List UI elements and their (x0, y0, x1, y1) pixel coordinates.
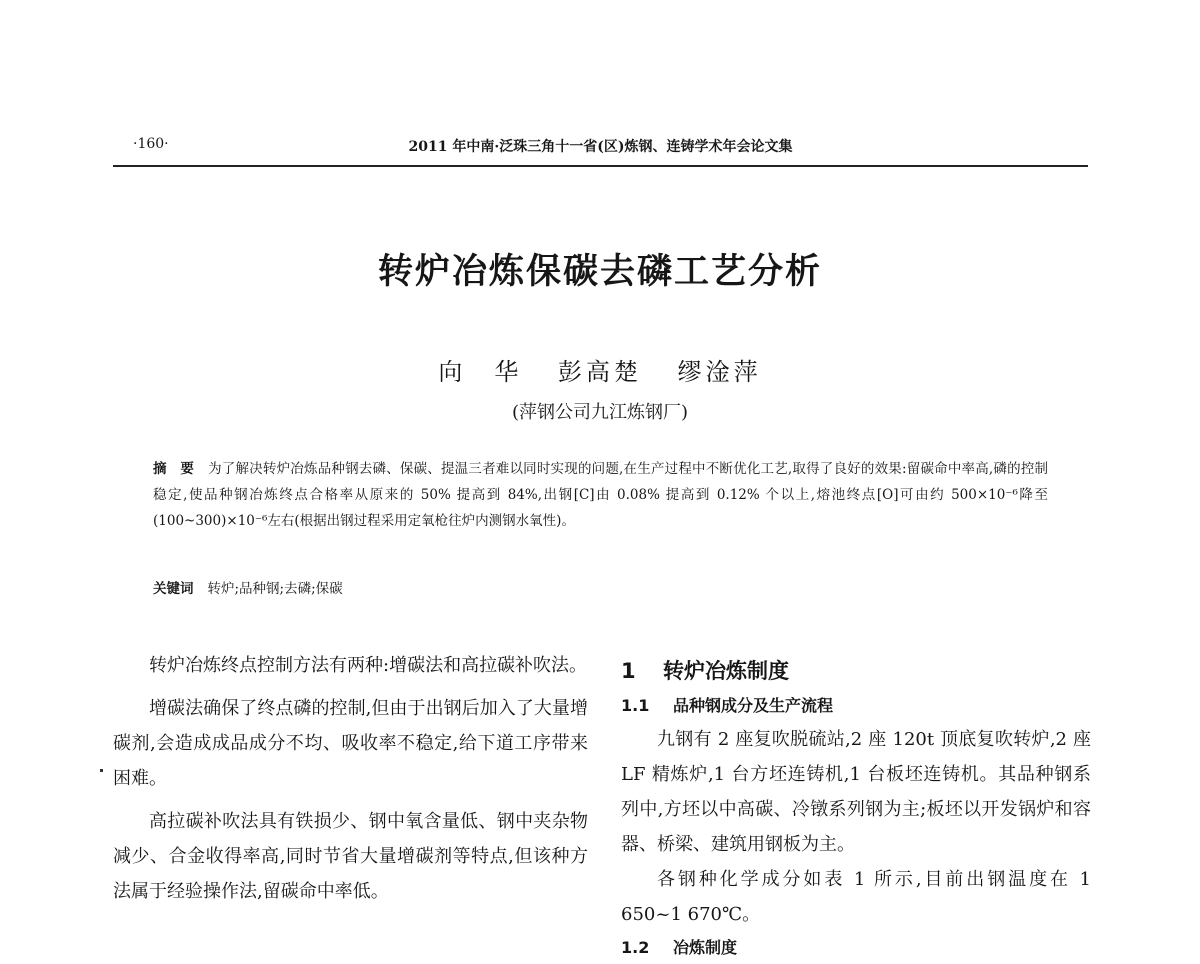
subsection-heading (621, 932, 1091, 964)
subsection-heading (621, 690, 1091, 722)
paper-title: 转炉冶炼保碳去磷工艺分析 (377, 252, 822, 292)
header-rule (113, 165, 1088, 167)
subsection-title: 冶炼制度 (673, 938, 738, 957)
keywords-text: 转炉;品种钢;去磷;保碳 (207, 581, 343, 597)
affiliation: (萍钢公司九江炼钢厂) (511, 402, 689, 423)
author-1: 向 华 (438, 358, 523, 386)
keywords-label: 关键词 (153, 581, 194, 597)
section-number: 1 (621, 659, 636, 683)
body-paragraph: 增碳法确保了终点磷的控制,但由于出钢后加入了大量增碳剂,会造成成品成分不均、吸收率不稳定,给下道工序带来困难。 (113, 698, 588, 789)
abstract-label: 摘 要 (153, 461, 195, 477)
abstract (153, 456, 1048, 534)
author-3: 缪淦萍 (677, 358, 762, 386)
author-list (0, 352, 1200, 387)
subsection-title: 品种钢成分及生产流程 (673, 696, 834, 715)
subsection-number: 1.1 (621, 696, 650, 715)
keywords (153, 578, 1048, 600)
right-column (621, 652, 1091, 964)
body-paragraph: 九钢有 2 座复吹脱硫站,2 座 120t 顶底复吹转炉,2 座 LF 精炼炉,1 台方坯连铸机,1 台板坯连铸机。其品种钢系列中,方坯以中高碳、冷镦系列钢为主;板坯以开发锅炉和容器、桥梁、建筑用钢板为主。 (621, 729, 1091, 855)
author-2: 彭高楚 (558, 358, 642, 386)
body-paragraph: 转炉冶炼终点控制方法有两种:增碳法和高拉碳补吹法。 (149, 655, 588, 676)
section-title: 转炉冶炼制度 (663, 659, 789, 683)
journal-title: 2011 年中南·泛珠三角十一省(区)炼钢、连铸学术年会论文集 (408, 139, 793, 155)
subsection-number: 1.2 (621, 938, 650, 957)
body-paragraph: 高拉碳补吹法具有铁损少、钢中氧含量低、钢中夹杂物减少、合金收得率高,同时节省大量增碳剂等特点,但该种方法属于经验操作法,留碳命中率低。 (113, 811, 588, 902)
page-number: ·160· (133, 136, 169, 152)
abstract-text: 为了解决转炉冶炼品种钢去磷、保碳、提温三者难以同时实现的问题,在生产过程中不断优化工艺,取得了良好的效果:留碳命中率高,磷的控制稳定,使品种钢冶炼终点合格率从原来的 50% 提高到 84%,出钢[C]由 0.08% 提高到 0.12% 个以上,熔池终点[O]可由约 500×10⁻⁶降至(100~300)×10⁻⁶左右(根据出钢过程采用定氧枪往炉内测钢水氧性)。 (153, 461, 1049, 529)
running-header (113, 136, 1088, 162)
left-column (113, 648, 588, 917)
margin-mark (100, 769, 103, 772)
section-heading (621, 652, 1091, 690)
body-paragraph: 各钢种化学成分如表 1 所示,目前出钢温度在 1 650~1 670℃。 (621, 869, 1091, 925)
